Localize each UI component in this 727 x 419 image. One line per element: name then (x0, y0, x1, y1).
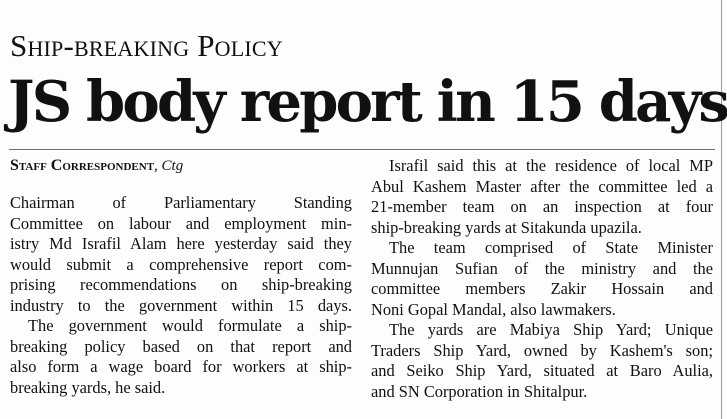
text-line: Noni Gopal Mandal, also lawmakers. (371, 299, 616, 319)
left-column (10, 156, 352, 398)
text-line: 21-member team on an inspection at four (371, 197, 713, 216)
headline-rule (9, 149, 715, 150)
text-line: and SN Corporation in Shitalpur. (371, 381, 588, 401)
text-line: breaking yards, he said. (10, 377, 166, 397)
kicker: Ship-breaking Policy (10, 28, 283, 63)
text-line: Traders Ship Yard, owned by Kashem's son; (371, 340, 713, 360)
text-line: istry Md Israfil Alam here yesterday said they (10, 234, 352, 253)
text-line: committee members Zakir Hossain and (371, 279, 713, 298)
byline-separator: , (154, 158, 162, 174)
text-line: Munnujan Sufian of the ministry and the (371, 258, 713, 278)
text-line: Chairman of Parliamentary Standing (10, 193, 352, 212)
text-line: also form a wage board for workers at ship- (10, 357, 352, 376)
text-line: The team comprised of State Minister (389, 238, 713, 257)
byline-location: Ctg (161, 158, 184, 174)
text-line: Abul Kashem Master after the committee led a (371, 176, 713, 196)
right-column (371, 156, 713, 402)
text-line: breaking policy based on that report and (10, 336, 352, 356)
headline: JS body report in 15 days (8, 69, 727, 135)
text-line: Committee on labour and employment min- (10, 213, 352, 233)
text-line: The yards are Mabiya Ship Yard; Unique (389, 320, 713, 339)
column-rule (721, 0, 722, 419)
text-line: The government would formulate a ship- (28, 316, 352, 335)
text-line: ship-breaking yards at Sitakunda upazila. (371, 217, 642, 237)
text-line: industry to the government within 15 days. (10, 295, 352, 315)
text-line: would submit a comprehensive report com- (10, 254, 352, 274)
text-line: and Seiko Ship Yard, situated at Baro Aulia, (371, 361, 713, 380)
text-line: Israfil said this at the residence of local MP (389, 156, 713, 175)
text-line: prising recommendations on ship-breaking (10, 275, 352, 294)
byline-name: Staff Correspondent (10, 157, 155, 174)
byline (10, 156, 352, 176)
